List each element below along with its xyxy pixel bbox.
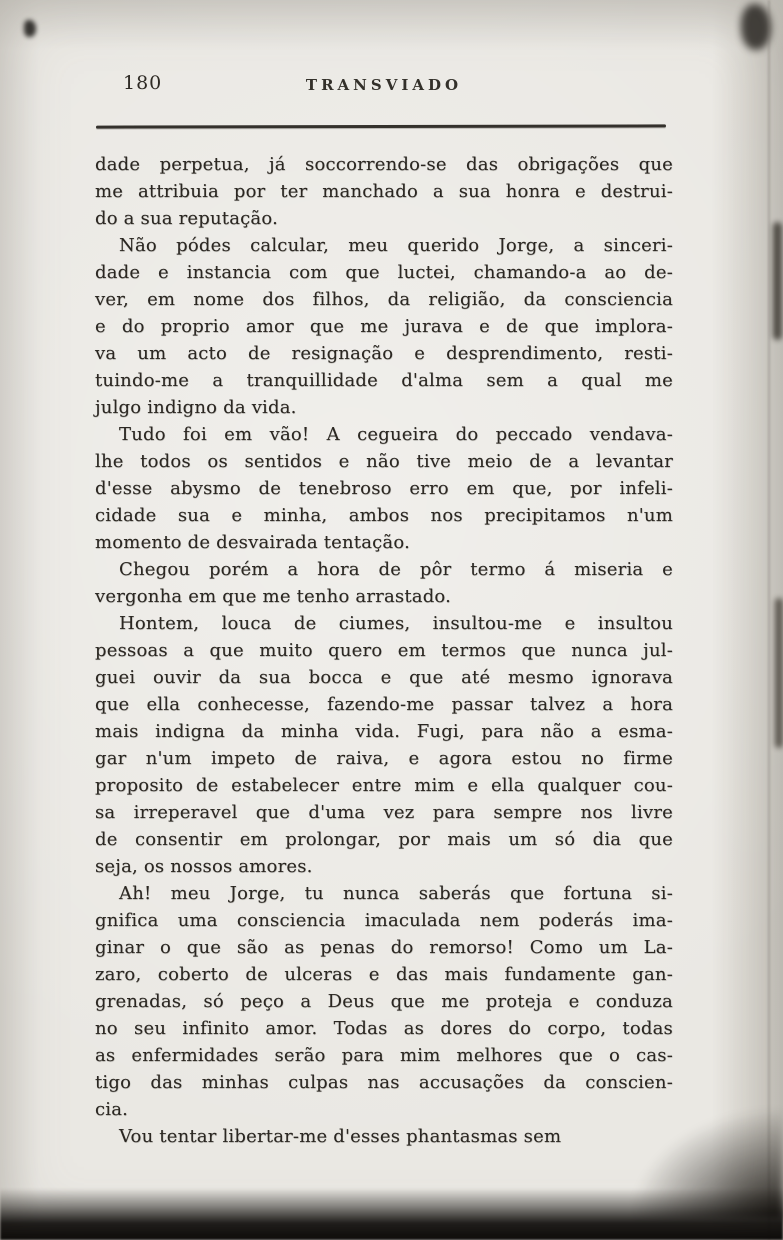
text-line: do a sua reputação. [95,208,279,229]
paragraph [95,151,673,232]
page-edge-line [768,0,770,1240]
text-line: d'esse abysmo de tenebroso erro em que, por infeli- [95,478,673,499]
text-line: mais indigna da minha vida. Fugi, para não a esma- [95,721,673,742]
scan-smudge-top-right [741,4,771,50]
text-line: Vou tentar libertar-me d'esses phantasmas sem [119,1126,562,1147]
text-line: gar n'um impeto de raiva, e agora estou no firme [95,748,673,769]
text-line: que ella conhecesse, fazendo-me passar talvez a hora [95,694,673,715]
scan-streak-right-upper [773,222,782,340]
text-line: dade e instancia com que luctei, chamando-a ao de- [95,262,673,283]
text-line: grenadas, só peço a Deus que me proteja e conduza [95,991,673,1012]
text-line: zaro, coberto de ulceras e das mais fundamente gan- [95,964,673,985]
text-line: no seu infinito amor. Todas as dores do corpo, todas [95,1018,673,1039]
text-line: Chegou porém a hora de pôr termo á miseria e [119,559,673,580]
paragraph [95,232,673,421]
text-line: me attribuia por ter manchado a sua honra e destrui- [95,181,673,202]
paragraph [95,556,673,610]
text-column [95,151,673,1150]
page-number: 180 [123,72,163,94]
text-line: va um acto de resignação e desprendimento, resti- [95,343,673,364]
text-line: dade perpetua, já soccorrendo-se das obrigações que [95,154,673,175]
text-line: momento de desvairada tentação. [95,532,410,553]
text-line: Ah! meu Jorge, tu nunca saberás que fortuna si- [119,883,673,904]
text-line: Tudo foi em vão! A cegueira do peccado vendava- [119,424,673,445]
text-line: julgo indigno da vida. [95,397,297,418]
text-line: tuindo-me a tranquillidade d'alma sem a qual me [95,370,673,391]
paragraph [95,421,673,556]
text-line: lhe todos os sentidos e não tive meio de a levantar [95,451,673,472]
page-header [95,70,673,110]
text-line: vergonha em que me tenho arrastado. [95,586,452,607]
text-line: e do proprio amor que me jurava e de que implora- [95,316,673,337]
text-line: gnifica uma consciencia imaculada nem poderás ima- [95,910,673,931]
text-line: sa irreperavel que d'uma vez para sempre nos livre [95,802,673,823]
text-line: Não pódes calcular, meu querido Jorge, a sinceri- [119,235,673,256]
running-title: TRANSVIADO [305,76,463,94]
text-line: cia. [95,1099,129,1120]
text-line: as enfermidades serão para mim melhores que o cas- [95,1045,673,1066]
text-line: seja, os nossos amores. [95,856,313,877]
header-rule [96,124,666,128]
text-line: cidade sua e minha, ambos nos precipitamos n'um [95,505,673,526]
text-line: ginar o que são as penas do remorso! Como um La- [95,937,673,958]
paragraph [95,1123,673,1150]
scan-streak-right-lower [775,598,783,748]
text-line: ver, em nome dos filhos, da religião, da consciencia [95,289,673,310]
paragraph [95,880,673,1123]
text-line: Hontem, louca de ciumes, insultou-me e insultou [119,613,673,634]
text-line: proposito de estabelecer entre mim e ella qualquer cou- [95,775,673,796]
scan-smudge-top-left [24,20,36,37]
text-line: guei ouvir da sua bocca e que até mesmo ignorava [95,667,673,688]
scan-shadow-bottom [0,1188,783,1240]
text-line: tigo das minhas culpas nas accusações da conscien- [95,1072,673,1093]
text-line: pessoas a que muito quero em termos que nunca jul- [95,640,673,661]
text-line: de consentir em prolongar, por mais um só dia que [95,829,673,850]
paragraph [95,610,673,880]
